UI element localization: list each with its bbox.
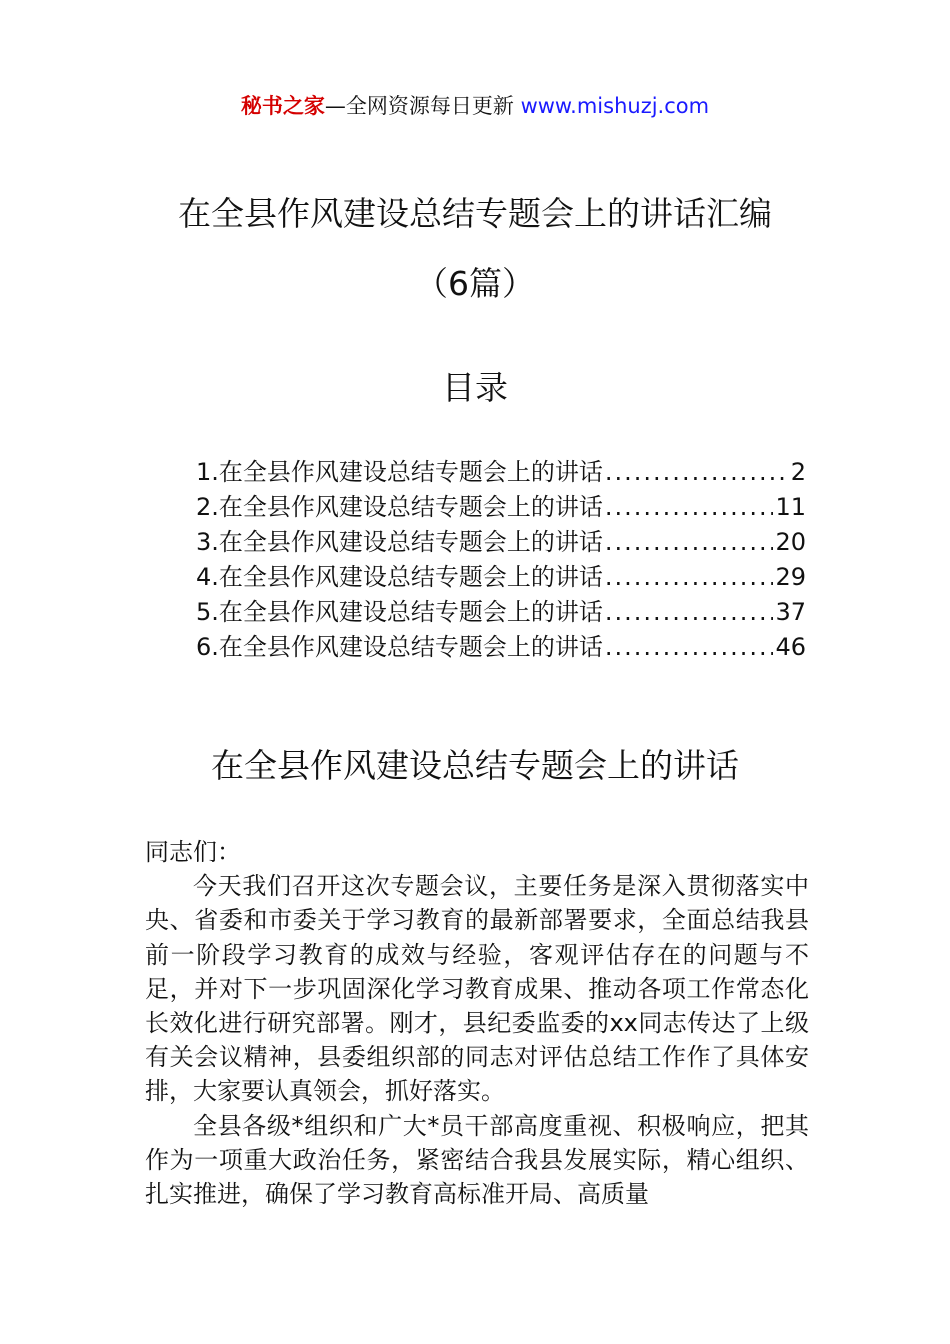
- toc-leader: [605, 563, 774, 591]
- speech-title: 在全县作风建设总结专题会上的讲话: [211, 746, 739, 785]
- toc-item-page: 29: [775, 563, 806, 591]
- header-dash: —: [324, 94, 346, 118]
- speech-body: [145, 835, 809, 1211]
- site-header: [0, 90, 950, 120]
- document-subtitle: （6篇）: [415, 264, 535, 303]
- site-url-link[interactable]: www.mishuzj.com: [520, 94, 710, 118]
- toc-item[interactable]: [196, 557, 806, 592]
- toc-item-label: 3.在全县作风建设总结专题会上的讲话: [196, 528, 603, 556]
- toc-item[interactable]: [196, 487, 806, 522]
- table-of-contents: [196, 452, 806, 662]
- toc-heading: 目录: [442, 368, 508, 407]
- toc-item-page: 2: [790, 458, 806, 486]
- salutation: 同志们：: [145, 838, 241, 866]
- body-paragraph: 全县各级*组织和广大*员干部高度重视、积极响应，把其作为一项重大政治任务，紧密结合我县发展实际，精心组织、扎实推进，确保了学习教育高标准开局、高质量: [145, 1111, 809, 1209]
- toc-item-page: 46: [775, 633, 806, 661]
- toc-item-label: 6.在全县作风建设总结专题会上的讲话: [196, 633, 603, 661]
- toc-item-page: 20: [775, 528, 806, 556]
- toc-item[interactable]: [196, 452, 806, 487]
- toc-item[interactable]: [196, 522, 806, 557]
- toc-leader: [605, 458, 789, 486]
- toc-item-label: 2.在全县作风建设总结专题会上的讲话: [196, 493, 603, 521]
- toc-leader: [605, 598, 774, 626]
- toc-leader: [605, 633, 774, 661]
- toc-item-label: 1.在全县作风建设总结专题会上的讲话: [196, 458, 603, 486]
- body-paragraph: 今天我们召开这次专题会议，主要任务是深入贯彻落实中央、省委和市委关于学习教育的最新部署要求，全面总结我县前一阶段学习教育的成效与经验，客观评估存在的问题与不足，并对下一步巩固深化学习教育成果、推动各项工作常态化长效化进行研究部署。刚才，县纪委监委的xx同志传达了上级有关会议精神，县委组织部的同志对评估总结工作作了具体安排，大家要认真领会，抓好落实。: [145, 872, 809, 1106]
- toc-item[interactable]: [196, 592, 806, 627]
- toc-leader: [605, 493, 774, 521]
- document-title: 在全县作风建设总结专题会上的讲话汇编: [178, 194, 772, 233]
- toc-item-page: 11: [775, 493, 806, 521]
- toc-item-label: 4.在全县作风建设总结专题会上的讲话: [196, 563, 603, 591]
- brand-name: 秘书之家: [240, 94, 325, 118]
- toc-item-page: 37: [775, 598, 806, 626]
- header-tagline: 全网资源每日更新: [345, 94, 514, 118]
- toc-item-label: 5.在全县作风建设总结专题会上的讲话: [196, 598, 603, 626]
- toc-item[interactable]: [196, 627, 806, 662]
- toc-leader: [605, 528, 774, 556]
